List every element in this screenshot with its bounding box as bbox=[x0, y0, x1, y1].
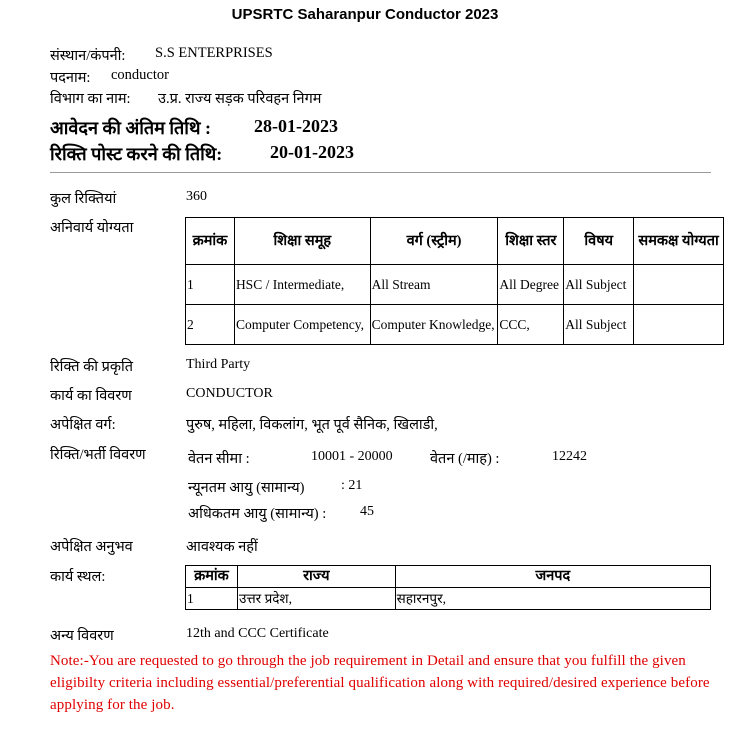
salary-value: 12242 bbox=[552, 449, 587, 464]
cell bbox=[634, 265, 724, 305]
vacancies-value: 360 bbox=[186, 189, 207, 204]
post-date-value: 20-01-2023 bbox=[270, 142, 354, 162]
cell: 2 bbox=[186, 305, 235, 345]
min-age-label: न्यूनतम आयु (सामान्य) bbox=[188, 480, 305, 496]
col-serial: क्रमांक bbox=[186, 566, 238, 588]
salary-label: वेतन (/माह) : bbox=[430, 451, 500, 467]
col-education-level: शिक्षा स्तर bbox=[498, 218, 564, 265]
nature-label: रिक्ति की प्रकृति bbox=[50, 359, 134, 375]
qualification-label: अनिवार्य योग्यता bbox=[50, 220, 134, 236]
other-value: 12th and CCC Certificate bbox=[186, 626, 329, 641]
qualification-header-row bbox=[186, 218, 724, 265]
nature-value: Third Party bbox=[186, 357, 251, 372]
work-value: CONDUCTOR bbox=[186, 386, 273, 401]
cell: उत्तर प्रदेश, bbox=[237, 588, 395, 610]
page-title: UPSRTC Saharanpur Conductor 2023 bbox=[231, 6, 499, 23]
post-date-label: रिक्ति पोस्ट करने की तिथि: bbox=[50, 144, 223, 164]
cell: CCC, bbox=[498, 305, 564, 345]
qualification-table bbox=[185, 217, 724, 345]
org-label: संस्थान/कंपनी: bbox=[50, 48, 126, 64]
col-state: राज्य bbox=[237, 566, 395, 588]
post-value: conductor bbox=[111, 67, 169, 83]
col-education-group: शिक्षा समूह bbox=[234, 218, 370, 265]
table-row bbox=[186, 305, 724, 345]
pay-scale-value: 10001 - 20000 bbox=[311, 449, 393, 464]
cell: Computer Competency, bbox=[234, 305, 370, 345]
pay-scale-label: वेतन सीमा : bbox=[188, 451, 250, 467]
cell: Computer Knowledge, bbox=[370, 305, 498, 345]
cell: सहारनपुर, bbox=[395, 588, 710, 610]
experience-label: अपेक्षित अनुभव bbox=[50, 539, 133, 555]
recruitment-label: रिक्ति/भर्ती विवरण bbox=[50, 447, 146, 463]
min-age-value: : 21 bbox=[341, 478, 363, 493]
cell: All Subject bbox=[564, 305, 634, 345]
category-label: अपेक्षित वर्ग: bbox=[50, 417, 116, 433]
divider bbox=[50, 172, 711, 173]
col-district: जनपद bbox=[395, 566, 710, 588]
col-subject: विषय bbox=[564, 218, 634, 265]
cell: All Stream bbox=[370, 265, 498, 305]
col-equivalent: समकक्ष योग्यता bbox=[634, 218, 724, 265]
experience-value: आवश्यक नहीं bbox=[186, 539, 258, 555]
cell: 1 bbox=[186, 265, 235, 305]
max-age-value: 45 bbox=[360, 504, 374, 519]
category-value: पुरुष, महिला, विकलांग, भूत पूर्व सैनिक, खिलाडी, bbox=[186, 417, 438, 433]
location-header-row bbox=[186, 566, 711, 588]
col-serial: क्रमांक bbox=[186, 218, 235, 265]
location-table bbox=[185, 565, 711, 610]
vacancies-label: कुल रिक्तियां bbox=[50, 191, 117, 207]
cell bbox=[634, 305, 724, 345]
table-row bbox=[186, 588, 711, 610]
last-date-label: आवेदन की अंतिम तिथि : bbox=[50, 118, 211, 138]
work-label: कार्य का विवरण bbox=[50, 388, 132, 404]
max-age-label: अधिकतम आयु (सामान्य) : bbox=[188, 506, 327, 522]
other-label: अन्य विवरण bbox=[50, 628, 114, 644]
cell: All Degree bbox=[498, 265, 564, 305]
cell: All Subject bbox=[564, 265, 634, 305]
note-text: Note:-You are requested to go through the job requirement in Detail and ensure that you fulfill the given eligibilty criteria including essential/preferential qualification along with required/desired experience before applying for the job. bbox=[50, 653, 710, 713]
last-date-value: 28-01-2023 bbox=[254, 116, 338, 136]
cell: HSC / Intermediate, bbox=[234, 265, 370, 305]
cell: 1 bbox=[186, 588, 238, 610]
dept-value: उ.प्र. राज्य सड़क परिवहन निगम bbox=[158, 91, 322, 107]
table-row bbox=[186, 265, 724, 305]
org-value: S.S ENTERPRISES bbox=[155, 45, 273, 61]
dept-label: विभाग का नाम: bbox=[50, 91, 131, 107]
location-label: कार्य स्थल: bbox=[50, 569, 106, 585]
post-label: पदनाम: bbox=[50, 70, 91, 86]
col-stream: वर्ग (स्ट्रीम) bbox=[370, 218, 498, 265]
